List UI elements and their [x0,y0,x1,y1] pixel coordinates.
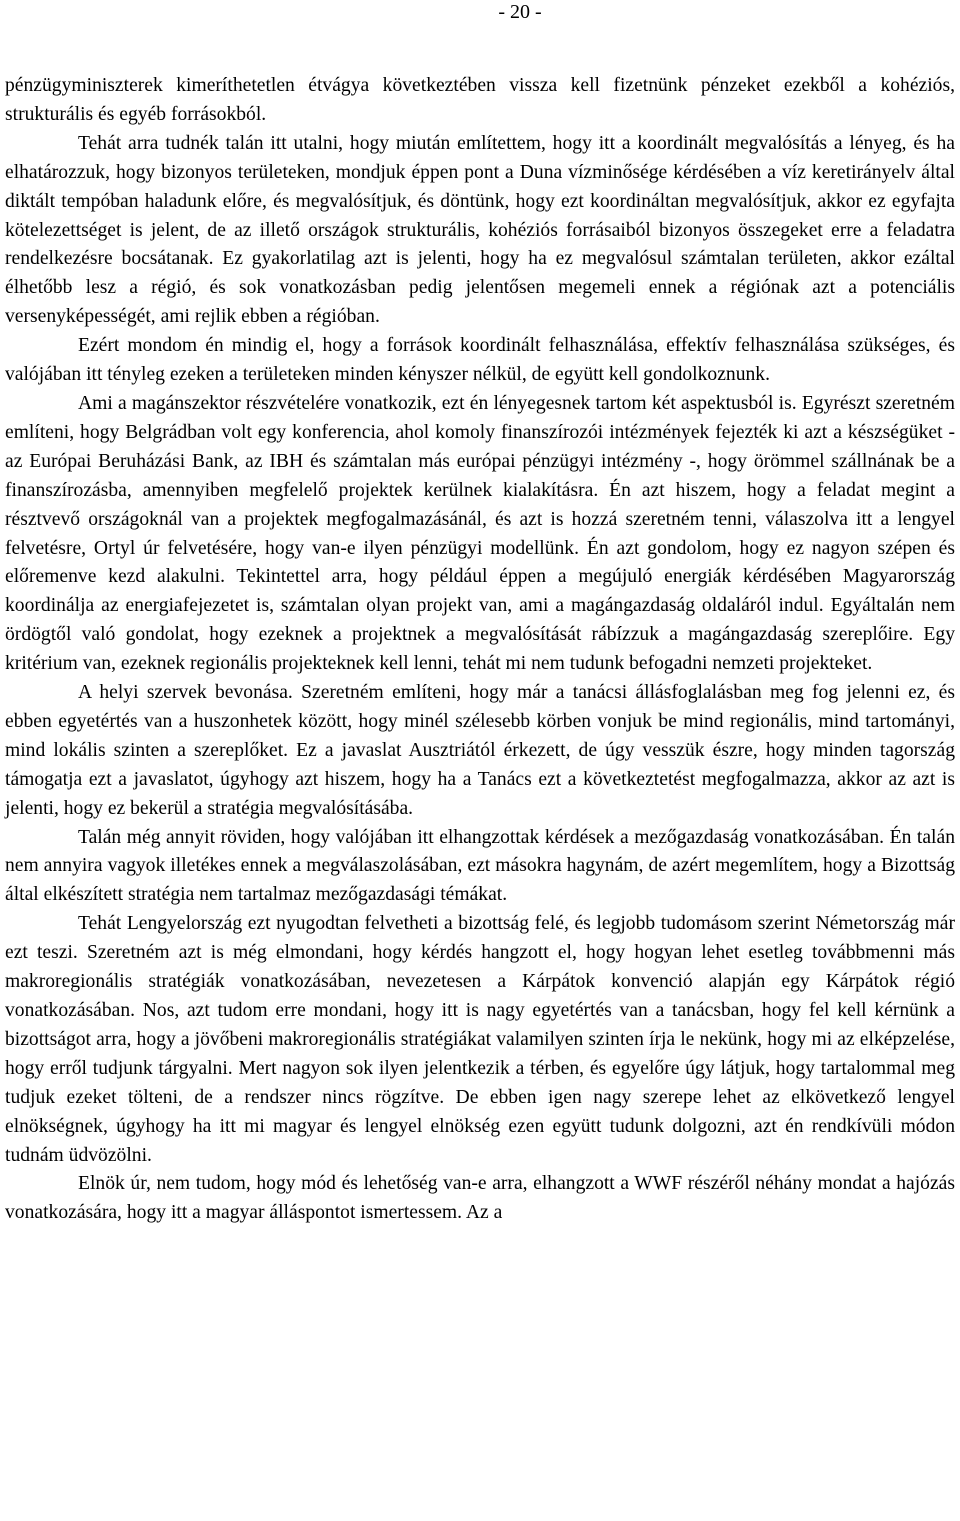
paragraph-8: Elnök úr, nem tudom, hogy mód és lehetőség van-e arra, elhangzott a WWF részéről néhány mondat a hajózás vonatkozására, hogy itt a magyar álláspontot ismertessem. Az a [5,1173,955,1224]
paragraph-1: pénzügyminiszterek kimeríthetetlen étvágya következtében vissza kell fizetnünk pénzeket ezekből a kohéziós, strukturális és egyéb forrásokból. [5,75,955,125]
document-body [5,72,955,1228]
paragraph-7: Tehát Lengyelország ezt nyugodtan felvetheti a bizottság felé, és legjobb tudomásom szerint Németország már ezt teszi. Szeretném azt is még elmondani, hogy kérdés hangzott el, hogy hogyan lehet esetleg továbbmenni más makroregionális stratégiák vonatkozásában, nevezetesen a Kárpátok konvenció alapján egy Kárpátok régió vonatkozásában. Nos, azt tudom erre mondani, hogy itt is nagy egyetértés van a tanácsban, hogy fel kell kérnünk a bizottságot arra, hogy a jövőbeni makroregionális stratégiákat valamilyen szinten írja le nekünk, hogy mi az elképzelése, hogy erről tudjunk tárgyalni. Mert nagyon sok ilyen jelentkezik a térben, és egyelőre úgy látjuk, hogy tartalommal meg tudjuk ezeket tölteni, de a rendszer nincs rögzítve. De ebben igen nagy szerepe lehet az elkövetkező lengyel elnökségnek, úgyhogy ha itt mi magyar és lengyel elnökség ezen együtt tudunk dolgozni, azt én rendkívüli módon tudnám üdvözölni. [5,913,955,1166]
paragraph-3: Ezért mondom én mindig el, hogy a források koordinált felhasználása, effektív felhasználása szükséges, és valójában itt tényleg ezeken a területeken minden kényszer nélkül, de együtt kell gondolkoznunk. [5,335,955,386]
paragraph-5: A helyi szervek bevonása. Szeretném említeni, hogy már a tanácsi állásfoglalásban meg fog jelenni ez, és ebben egyetértés van a huszonhetek között, hogy minél szélesebb körben vonjuk be mind regionális, mind tartományi, mind lokális szinten a szereplőket. Ez a javaslat Ausztriától érkezett, de úgy vesszük észre, hogy minden tagország támogatja ezt a javaslatot, úgyhogy azt hiszem, hogy ha a Tanács ezt a következtetést megfogalmazza, akkor az azt is jelenti, hogy ez bekerül a stratégia megvalósításába. [5,682,955,819]
page-number: - 20 - [498,1,542,23]
paragraph-4: Ami a magánszektor részvételére vonatkozik, ezt én lényegesnek tartom két aspektusból is. Egyrészt szeretném említeni, hogy Belgrádban volt egy konferencia, ahol komoly finanszírozói intézmények fejezték ki azt a készségüket - az Európai Beruházási Bank, az IBH és számtalan más európai pénzügyi intézmény -, hogy örömmel szállnának be a finanszírozásba, amennyiben megfelelő projektek kerülnek kialakításra. Én azt hiszem, hogy a feladat megint a résztvevő országoknál van a projektek megfogalmazásánál, és azt is hozzá szeretném tenni, válaszolva itt a lengyel felvetésre, Ortyl úr felvetésére, hogy van-e ilyen pénzügyi modellünk. Én azt gondolom, hogy ez nagyon szépen és előremenve kezd alakulni. Tekintettel arra, hogy például éppen a megújuló energiák kérdésében Magyarország koordinálja az energiafejezetet is, számtalan olyan projekt van, ami a magángazdaság oldaláról indul. Egyáltalán nem ördögtől való gondolat, hogy ezeknek a projektnek a megvalósítását rábízzuk a magángazdaság szereplőire. Egy kritérium van, ezeknek regionális projekteknek kell lenni, tehát mi nem tudunk befogadni nemzeti projekteket. [5,392,955,675]
paragraph-2: Tehát arra tudnék talán itt utalni, hogy miután említettem, hogy itt a koordinált megvalósítás a lényeg, és ha elhatározzuk, hogy bizonyos területeken, mondjuk éppen pont a Duna vízminősége kérdésében a víz keretirányelv által diktált tempóban haladunk előre, és megvalósítjuk, és döntünk, hogy ezt koordináltan megvalósítjuk, akkor ez egyfajta kötelezettséget is jelent, de az illető országok strukturális, kohéziós forrásaiból bizonyos összegeket erre a feladatra rendelkezésre bocsátanak. Ez gyakorlatilag azt is jelenti, hogy ha ez megvalósul számtalan területen, akkor ezáltal élhetőbb lesz a régió, és sok vonatkozásban pedig jelentősen megemeli ennek a régiónak azt a potenciális versenyképességét, ami rejlik ebben a régióban. [5,132,955,328]
paragraph-6: Talán még annyit röviden, hogy valójában itt elhangzottak kérdések a mezőgazdaság vonatkozásában. Én talán nem annyira vagyok illetékes ennek a megválaszolásában, ezt másokra hagynám, de azért megemlítem, hogy a Bizottság által elkészített stratégia nem tartalmaz mezőgazdasági témákat. [5,826,955,906]
